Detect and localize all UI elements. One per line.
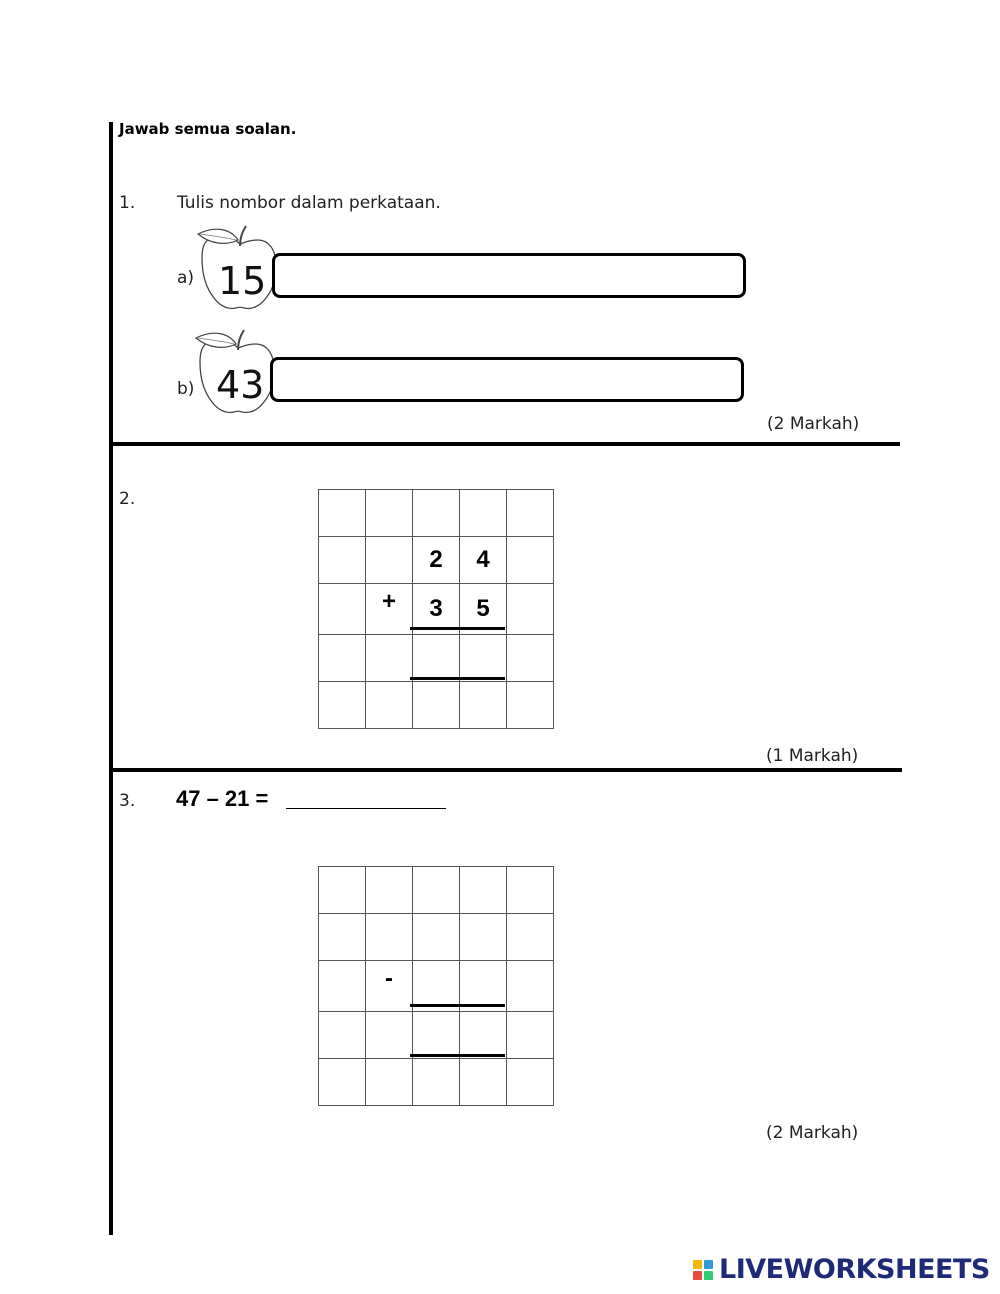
grid-cell[interactable] xyxy=(319,1059,366,1106)
grid-cell[interactable] xyxy=(507,635,554,682)
question-number: 1. xyxy=(119,193,136,213)
minus-operator: - xyxy=(366,961,413,1012)
section-divider xyxy=(109,442,900,446)
grid-cell[interactable] xyxy=(413,682,460,729)
grid-cell[interactable] xyxy=(319,914,366,961)
grid-cell[interactable] xyxy=(507,584,554,635)
difference-line xyxy=(410,1004,505,1007)
apple-number: 15 xyxy=(218,259,267,303)
digit-cell: 5 xyxy=(460,584,507,635)
brand-logo xyxy=(693,1254,990,1285)
brand-icon xyxy=(693,1260,713,1280)
plus-operator: + xyxy=(366,584,413,635)
answer-field-a[interactable] xyxy=(272,253,746,298)
digit-cell: 2 xyxy=(413,537,460,584)
grid-cell[interactable] xyxy=(319,867,366,914)
grid-cell[interactable] xyxy=(413,490,460,537)
grid-cell[interactable] xyxy=(507,1012,554,1059)
marks-label: (1 Markah) xyxy=(766,746,859,766)
answer-field-b[interactable] xyxy=(270,357,744,402)
sum-line xyxy=(410,677,505,680)
apple-icon xyxy=(194,328,278,418)
brand-icon-square xyxy=(704,1271,713,1280)
marks-label: (2 Markah) xyxy=(767,414,860,434)
grid-cell[interactable] xyxy=(460,1059,507,1106)
brand-icon-square xyxy=(693,1260,702,1269)
grid-cell[interactable] xyxy=(507,867,554,914)
grid-cell[interactable] xyxy=(366,635,413,682)
grid-cell[interactable] xyxy=(413,867,460,914)
grid-cell[interactable] xyxy=(460,490,507,537)
grid-cell[interactable] xyxy=(460,867,507,914)
grid-cell[interactable] xyxy=(366,867,413,914)
grid-cell[interactable] xyxy=(507,537,554,584)
section-divider xyxy=(109,768,902,772)
digit-cell: 3 xyxy=(413,584,460,635)
answer-cell[interactable] xyxy=(413,635,460,682)
question-number: 3. xyxy=(119,791,136,811)
sum-line xyxy=(410,627,505,630)
grid-cell[interactable] xyxy=(319,961,366,1012)
grid-cell[interactable] xyxy=(366,537,413,584)
answer-cell[interactable] xyxy=(460,1012,507,1059)
grid-cell[interactable] xyxy=(507,490,554,537)
item-label-b: b) xyxy=(177,379,195,399)
grid-cell[interactable] xyxy=(319,490,366,537)
answer-blank[interactable] xyxy=(286,808,446,809)
grid-cell[interactable] xyxy=(366,1012,413,1059)
brand-icon-square xyxy=(693,1271,702,1280)
question-number: 2. xyxy=(119,489,136,509)
grid-cell[interactable] xyxy=(319,537,366,584)
grid-cell[interactable] xyxy=(366,682,413,729)
grid-cell[interactable] xyxy=(460,914,507,961)
grid-cell[interactable] xyxy=(507,1059,554,1106)
grid-cell[interactable] xyxy=(366,1059,413,1106)
brand-icon-square xyxy=(704,1260,713,1269)
digit-cell: 4 xyxy=(460,537,507,584)
left-margin-rule xyxy=(109,122,113,1235)
grid-cell[interactable] xyxy=(507,961,554,1012)
marks-label: (2 Markah) xyxy=(766,1123,859,1143)
grid-cell[interactable] xyxy=(507,914,554,961)
grid-cell[interactable] xyxy=(366,490,413,537)
grid-cell[interactable] xyxy=(319,584,366,635)
equation-text: 47 – 21 = xyxy=(176,786,269,811)
grid-cell[interactable] xyxy=(319,635,366,682)
answer-cell[interactable] xyxy=(413,1012,460,1059)
grid-cell[interactable] xyxy=(507,682,554,729)
grid-cell[interactable] xyxy=(319,682,366,729)
apple-number: 43 xyxy=(216,363,265,407)
answer-cell[interactable] xyxy=(460,635,507,682)
grid-cell[interactable] xyxy=(460,682,507,729)
grid-cell[interactable] xyxy=(413,1059,460,1106)
item-label-a: a) xyxy=(177,268,195,288)
brand-name: LIVEWORKSHEETS xyxy=(719,1254,990,1285)
instruction-heading: Jawab semua soalan. xyxy=(119,120,297,138)
difference-line xyxy=(410,1054,505,1057)
grid-cell[interactable] xyxy=(319,1012,366,1059)
apple-icon xyxy=(196,224,280,314)
question-prompt: Tulis nombor dalam perkataan. xyxy=(177,193,441,213)
subtraction-grid xyxy=(318,866,554,1106)
grid-cell[interactable] xyxy=(366,914,413,961)
addition-grid xyxy=(318,489,554,729)
grid-cell[interactable] xyxy=(413,914,460,961)
